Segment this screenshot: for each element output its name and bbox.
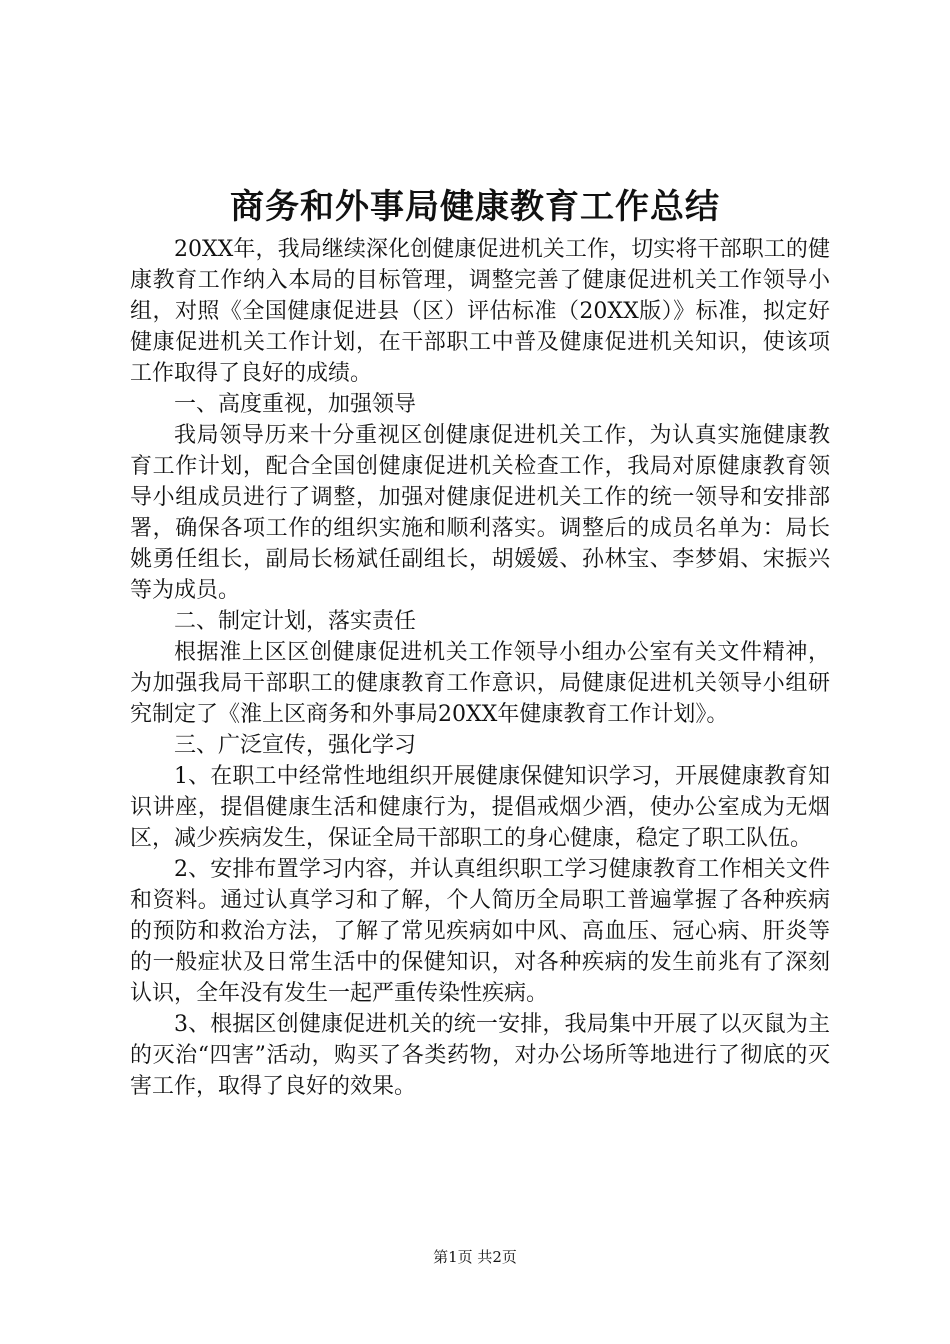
intro-paragraph: 20XX年，我局继续深化创健康促进机关工作，切实将干部职工的健康教育工作纳入本局的目标管理，调整完善了健康促进机关工作领导小组，对照《全国健康促进县（区）评估标准（20XX版）》标准，拟定好健康促进机关工作计划，在干部职工中普及健康促进机关知识，使该项工作取得了良好的成绩。 bbox=[130, 237, 830, 386]
section-3-item-1: 1、在职工中经常性地组织开展健康保健知识学习，开展健康教育知识讲座，提倡健康生活和健康行为，提倡戒烟少酒，使办公室成为无烟区，减少疾病发生，保证全局干部职工的身心健康，稳定了职工队伍。 bbox=[130, 764, 830, 851]
section-heading-2: 二、制定计划，落实责任 bbox=[174, 609, 417, 634]
section-heading-3: 三、广泛宣传，强化学习 bbox=[174, 733, 417, 758]
section-heading-1: 一、高度重视，加强领导 bbox=[174, 392, 417, 417]
section-2-paragraph: 根据淮上区区创健康促进机关工作领导小组办公室有关文件精神，为加强我局干部职工的健康教育工作意识，局健康促进机关领导小组研究制定了《淮上区商务和外事局20XX年健康教育工作计划》。 bbox=[130, 640, 830, 727]
document-body bbox=[130, 234, 830, 1102]
page-footer: 第1页 共2页 bbox=[433, 1248, 517, 1266]
section-3-item-3: 3、根据区创健康促进机关的统一安排，我局集中开展了以灭鼠为主的灭治“四害”活动，购买了各类药物，对办公场所等地进行了彻底的灭害工作，取得了良好的效果。 bbox=[130, 1012, 830, 1099]
section-3-item-2: 2、安排布置学习内容，并认真组织职工学习健康教育工作相关文件和资料。通过认真学习和了解，个人简历全局职工普遍掌握了各种疾病的预防和救治方法，了解了常见疾病如中风、高血压、冠心病、肝炎等的一般症状及日常生活中的保健知识，对各种疾病的发生前兆有了深刻认识，全年没有发生一起严重传染性疾病。 bbox=[130, 857, 830, 1006]
document-title: 商务和外事局健康教育工作总结 bbox=[230, 187, 720, 227]
section-1-paragraph: 我局领导历来十分重视区创健康促进机关工作，为认真实施健康教育工作计划，配合全国创健康促进机关检查工作，我局对原健康教育领导小组成员进行了调整，加强对健康促进机关工作的统一领导和安排部署，确保各项工作的组织实施和顺利落实。调整后的成员名单为：局长姚勇任组长，副局长杨斌任副组长，胡媛媛、孙林宝、李梦娟、宋振兴等为成员。 bbox=[130, 423, 830, 603]
